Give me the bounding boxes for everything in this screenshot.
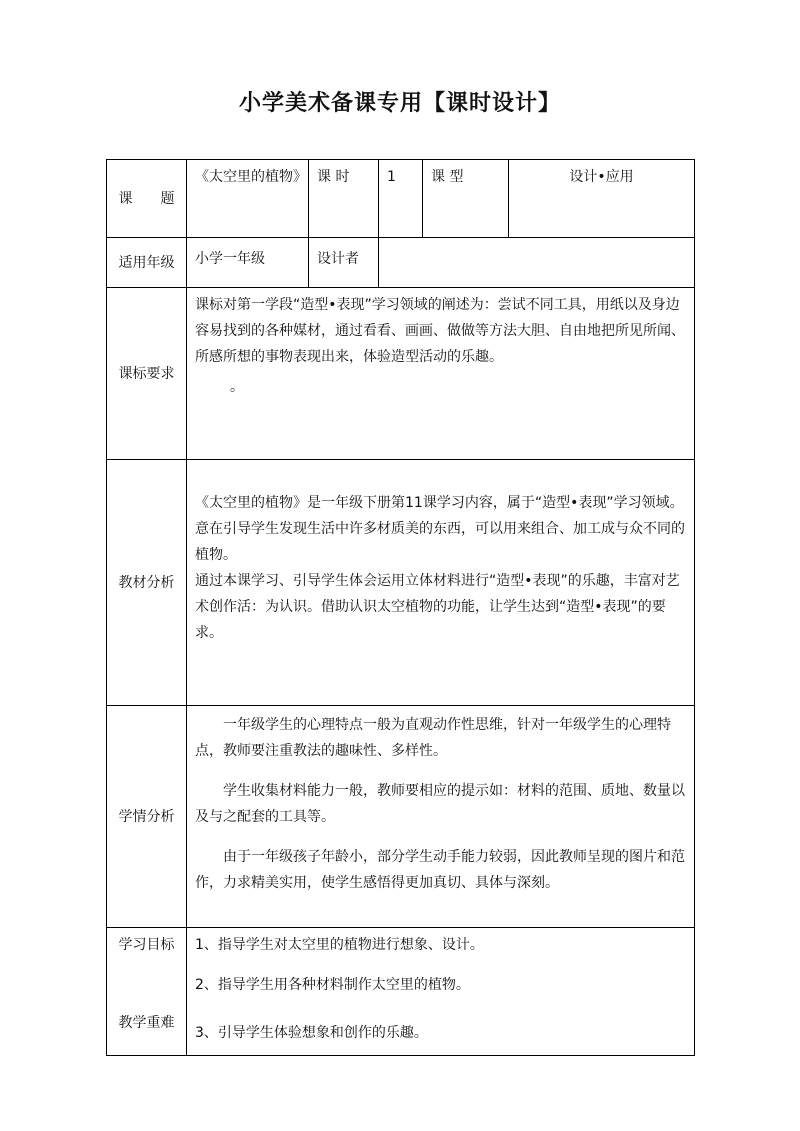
key-points-label: 教学重难 [118, 1015, 175, 1031]
students-label: 学情分析 [107, 706, 187, 928]
type-label: 课 型 [423, 160, 509, 238]
materials-cell [187, 460, 695, 706]
grade-label: 适用年级 [107, 238, 187, 288]
designer-value [379, 238, 695, 288]
students-para-1: 一年级学生的心理特点一般为直观动作性思维，针对一年级学生的心理特点，教师要注重教法的趣味性、多样性。 [195, 717, 671, 759]
hours-value: 1 [379, 160, 423, 238]
curriculum-cell [187, 288, 695, 460]
objective-item-3: 3、引导学生体验想象和创作的乐趣。 [195, 1025, 428, 1041]
objectives-cell [187, 928, 695, 1056]
row-materials [107, 460, 695, 706]
topic-value: 《太空里的植物》 [187, 160, 309, 238]
students-para-2: 学生收集材料能力一般，教师要相应的提示如：材料的范围、质地、数量以及与之配套的工具等。 [195, 783, 685, 825]
objectives-label-cell [107, 928, 187, 1056]
objective-item-1: 1、指导学生对太空里的植物进行想象、设计。 [195, 937, 484, 953]
students-para-3: 由于一年级孩子年龄小，部分学生动手能力较弱，因此教师呈现的图片和范作，力求精美实用，使学生感悟得更加真切、具体与深刻。 [195, 849, 685, 891]
hours-label: 课 时 [309, 160, 379, 238]
materials-para-1: 《太空里的植物》是一年级下册第11课学习内容，属于“造型•表现”学习领域。意在引导学生发现生活中许多材质美的东西，可以用来组合、加工成与众不同的植物。 [195, 495, 685, 563]
row-students [107, 706, 695, 928]
curriculum-tail: 。 [230, 379, 244, 395]
row-objectives [107, 928, 695, 1056]
lesson-design-table [106, 159, 695, 1056]
row-grade [107, 238, 695, 288]
designer-label: 设计者 [309, 238, 379, 288]
objective-item-2: 2、指导学生用各种材料制作太空里的植物。 [195, 977, 470, 993]
grade-value: 小学一年级 [187, 238, 309, 288]
row-curriculum [107, 288, 695, 460]
materials-label: 教材分析 [107, 460, 187, 706]
students-cell [187, 706, 695, 928]
row-topic [107, 160, 695, 238]
materials-para-2: 通过本课学习、引导学生体会运用立体材料进行“造型•表现”的乐趣，丰富对艺术创作活：为认识。借助认识太空植物的功能，让学生达到“造型•表现”的要求。 [195, 573, 680, 641]
type-value: 设计•应用 [509, 160, 695, 238]
curriculum-label: 课标要求 [107, 288, 187, 460]
curriculum-text: 课标对第一学段“造型•表现”学习领域的阐述为：尝试不同工具，用纸以及身边容易找到的各种媒材，通过看看、画画、做做等方法大胆、自由地把所见所闻、所感所想的事物表现出来，体验造型活动的乐趣。 [195, 297, 685, 365]
topic-label: 课 题 [107, 160, 187, 238]
objectives-label: 学习目标 [118, 937, 175, 953]
page-title: 小学美术备课专用【课时设计】 [238, 91, 561, 116]
